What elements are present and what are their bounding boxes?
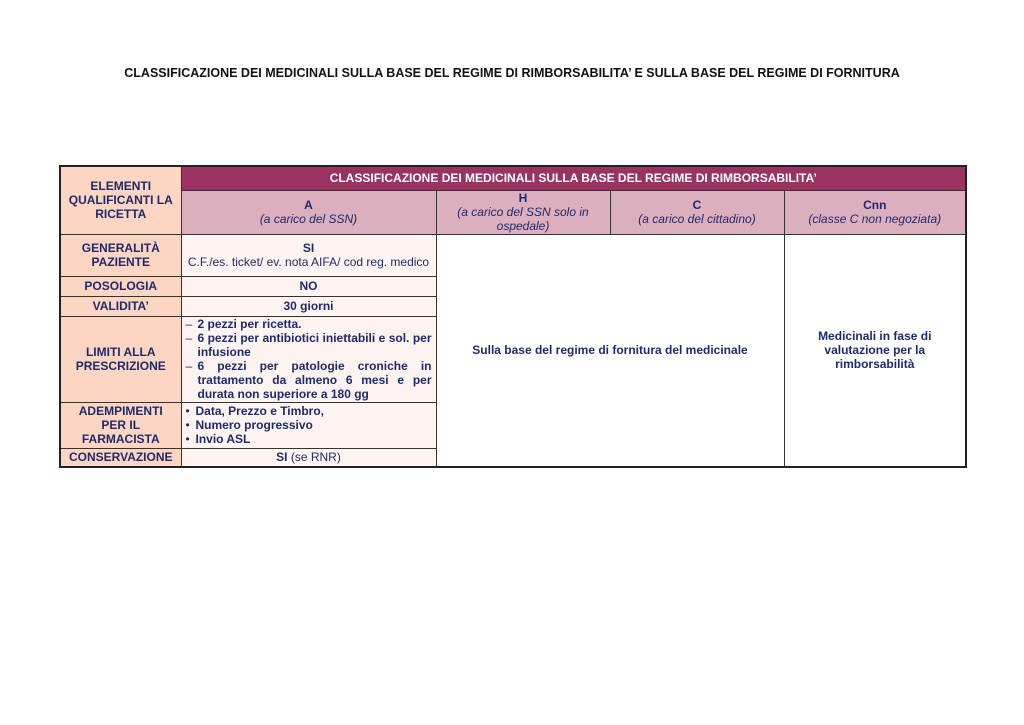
merged-cnn-cell: Medicinali in fase di valutazione per la rimborsabilità — [784, 234, 966, 467]
row-label-generalita: GENERALITÀ PAZIENTE — [60, 234, 181, 276]
list-item: • Numero progressivo — [186, 418, 432, 432]
limits-list — [186, 317, 432, 401]
page-title: CLASSIFICAZIONE DEI MEDICINALI SULLA BASE DEL REGIME DI RIMBORSABILITA’ E SULLA BASE DEL REGIME DI FORNITURA — [124, 66, 900, 80]
class-a-header — [181, 190, 436, 234]
reimbursement-banner: CLASSIFICAZIONE DEI MEDICINALI SULLA BASE DEL REGIME DI RIMBORSABILITA’ — [181, 166, 966, 190]
class-desc: (classe C non negoziata) — [808, 212, 942, 226]
list-item: – 2 pezzi per ricetta. — [186, 317, 432, 331]
cell-limiti — [181, 316, 436, 402]
class-desc: (a carico del SSN) — [259, 212, 358, 226]
class-code: C — [692, 198, 702, 212]
cell-value-bold: SI — [276, 450, 288, 465]
row-label-conservazione: CONSERVAZIONE — [60, 448, 181, 467]
list-item: – 6 pezzi per antibiotici iniettabili e sol. per infusione — [186, 331, 432, 359]
class-desc: (a carico del SSN solo in ospedale) — [457, 205, 589, 233]
cell-value-text: (se RNR) — [290, 450, 341, 465]
cell-adempimenti — [181, 402, 436, 448]
class-code: Cnn — [863, 198, 887, 212]
duties-list — [186, 404, 432, 446]
row-label-validita: VALIDITA’ — [60, 296, 181, 316]
list-item: • Invio ASL — [186, 432, 432, 446]
cell-generalita — [181, 234, 436, 276]
merged-hc-cell: Sulla base del regime di fornitura del medicinale — [436, 234, 784, 467]
list-item: – 6 pezzi per patologie croniche in trattamento da almeno 6 mesi e per durata non superiore a 180 gg — [186, 359, 432, 401]
cell-conservazione — [181, 448, 436, 467]
class-code: A — [304, 198, 313, 212]
cell-validita: 30 giorni — [181, 296, 436, 316]
corner-label: ELEMENTI QUALIFICANTI LA RICETTA — [60, 166, 181, 234]
cell-posologia: NO — [181, 276, 436, 296]
class-cnn-header — [784, 190, 966, 234]
classification-table — [59, 165, 967, 468]
class-c-header — [610, 190, 784, 234]
row-label-posologia: POSOLOGIA — [60, 276, 181, 296]
cell-value-text: C.F./es. ticket/ ev. nota AIFA/ cod reg. medico — [187, 255, 430, 269]
row-label-adempimenti: ADEMPIMENTI PER IL FARMACISTA — [60, 402, 181, 448]
cell-value-bold: SI — [302, 241, 315, 255]
class-desc: (a carico del cittadino) — [638, 212, 756, 226]
row-label-limiti: LIMITI ALLA PRESCRIZIONE — [60, 316, 181, 402]
class-h-header — [436, 190, 610, 234]
class-code: H — [518, 191, 528, 205]
list-item: • Data, Prezzo e Timbro, — [186, 404, 432, 418]
